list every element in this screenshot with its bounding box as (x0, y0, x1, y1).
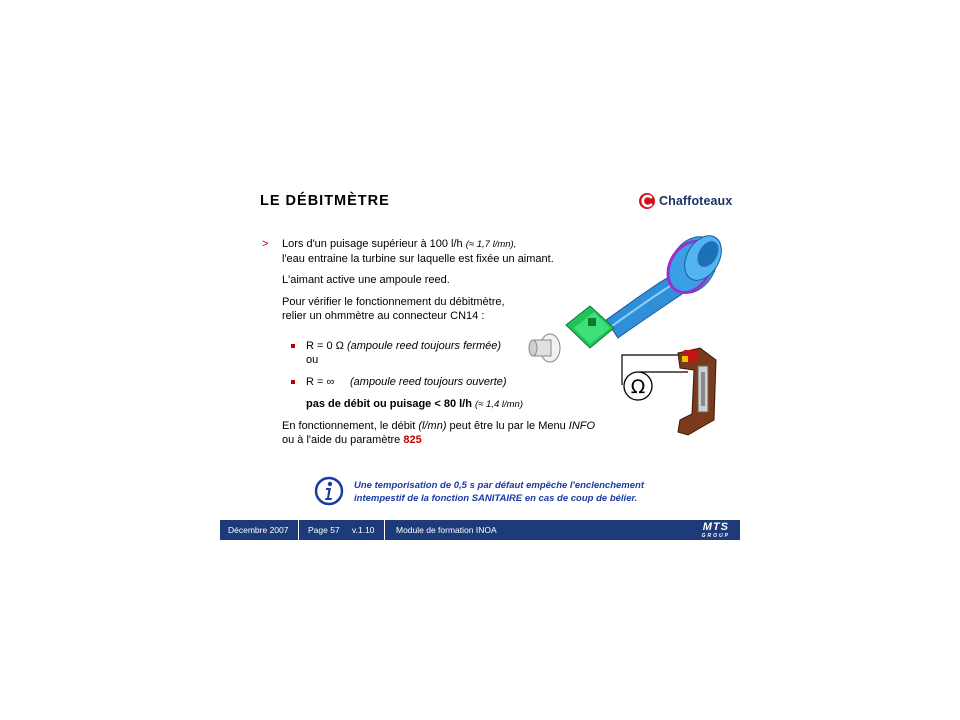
para1-text: Lors d'un puisage supérieur à 100 l/h (282, 238, 466, 250)
connector-shape (529, 334, 560, 362)
chaffoteaux-logo (638, 192, 732, 210)
footer-bar (220, 520, 740, 540)
footer-divider (298, 520, 299, 540)
paragraph-reed: L'aimant active une ampoule reed. (282, 274, 450, 286)
item2-note: (ampoule reed toujours ouverte) (350, 376, 507, 388)
info-icon (314, 476, 344, 506)
noflow-text: pas de débit ou puisage < 80 l/h (306, 398, 476, 410)
bullet-marker: > (262, 238, 269, 250)
item1-value: R = 0 Ω (306, 340, 347, 352)
flowmeter-body-shape (606, 228, 729, 338)
para4-text2: peut être lu par le Menu (446, 420, 569, 432)
info-note-line1: Une temporisation de 0,5 s par défaut empêche l'enclenchement (354, 480, 644, 491)
info-note (354, 479, 694, 505)
para4-text3: ou à l'aide du paramètre (282, 434, 404, 446)
item2-value: R = ∞ (306, 376, 335, 388)
footer-version: v.1.10 (352, 525, 375, 535)
chaffoteaux-logo-icon (638, 192, 656, 210)
ohmmeter-icon (624, 372, 652, 400)
logo-text: Chaffoteaux (659, 194, 733, 208)
para4-menu: INFO (568, 420, 596, 432)
ohm-symbol: Ω (630, 376, 646, 398)
mts-group-logo (702, 521, 730, 539)
para3-line1: Pour vérifier le fonctionnement du débitmètre, (282, 296, 505, 308)
bullet-square (291, 380, 295, 384)
info-note-line2: intempestif de la fonction SANITAIRE en cas de coup de bélier. (354, 493, 638, 504)
footer-divider (384, 520, 385, 540)
slide (220, 180, 740, 540)
list-item-or: ou (306, 354, 319, 366)
bullet-square (291, 344, 295, 348)
footer-module: Module de formation INOA (396, 525, 497, 535)
paragraph-check (282, 295, 542, 323)
para1-flow-equivalent: (≈ 1,7 l/mn), (465, 239, 517, 250)
para4-unit: (l/mn) (418, 420, 447, 432)
mts-logo-subtext: GROUP (701, 533, 730, 539)
reed-switch-housing-shape (678, 348, 716, 435)
para1-text-line2: l'eau entraine la turbine sur laquelle est fixée un aimant. (282, 253, 554, 265)
noflow-equivalent: (≈ 1,4 l/mn) (475, 399, 523, 410)
page-title: LE DÉBITMÈTRE (260, 193, 390, 209)
para3-line2: relier un ohmmètre au connecteur CN14 : (282, 310, 485, 322)
flowmeter-illustration (528, 210, 733, 450)
list-item-open (306, 375, 507, 389)
footer-date: Décembre 2007 (228, 525, 289, 535)
no-flow-note (306, 397, 523, 412)
list-item-closed (306, 339, 501, 353)
footer-page: Page 57 (308, 525, 340, 535)
para4-text: En fonctionnement, le débit (282, 420, 419, 432)
item1-note: (ampoule reed toujours fermée) (346, 340, 502, 352)
turbine-sensor-shape (566, 306, 614, 348)
mts-logo-text: MTS (702, 521, 729, 533)
parameter-number: 825 (403, 434, 422, 446)
